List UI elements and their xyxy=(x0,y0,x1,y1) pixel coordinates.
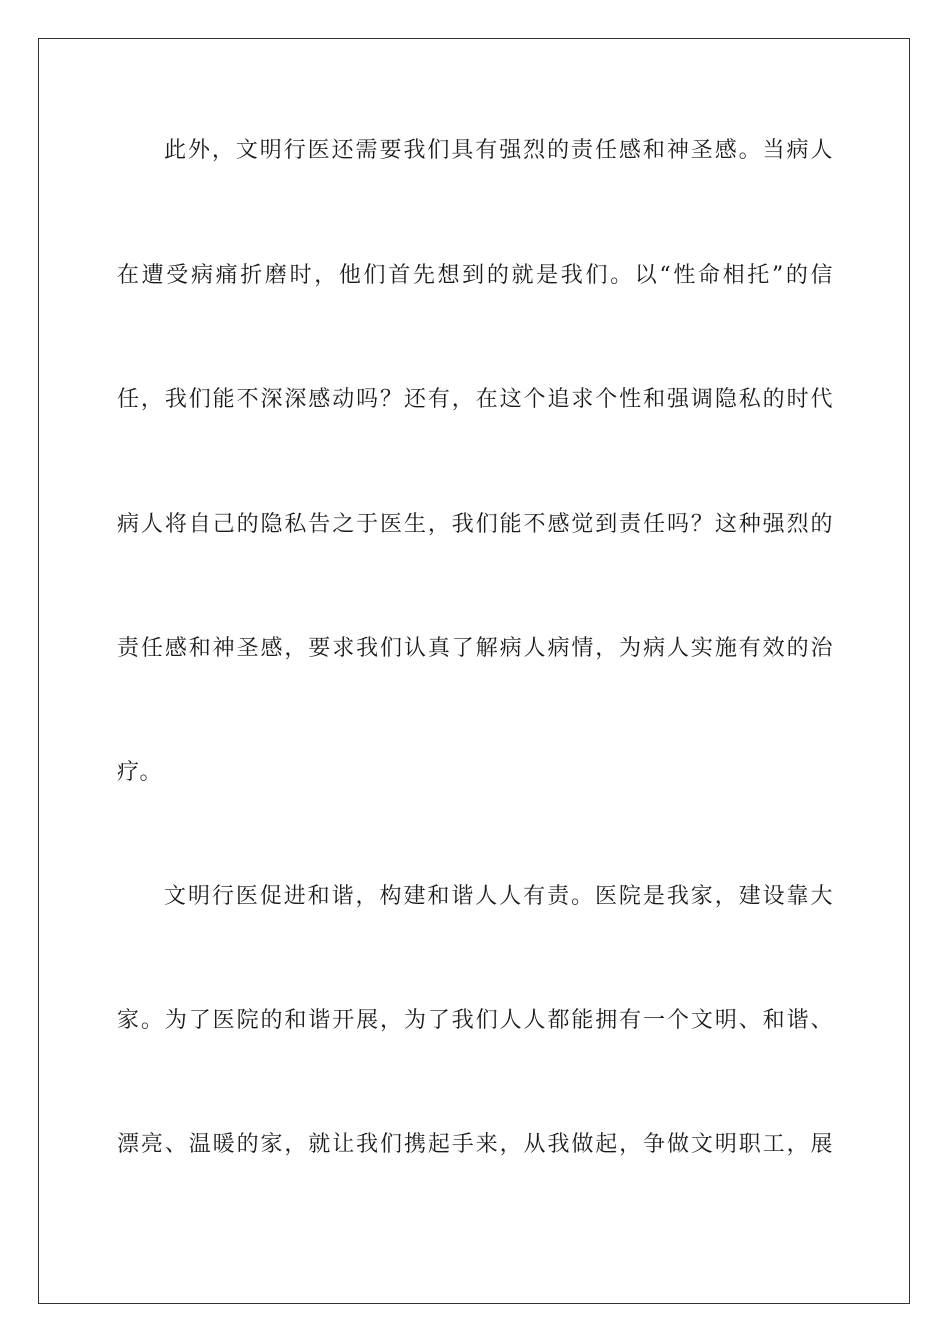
paragraph-1-line-4: 病人将自己的隐私告之于医生，我们能不感觉到责任吗？这种强烈的 xyxy=(117,512,833,537)
paragraph-1-line-3: 任，我们能不深深感动吗？还有，在这个追求个性和强调隐私的时代 xyxy=(117,387,833,412)
paragraph-1-line-5: 责任感和神圣感，要求我们认真了解病人病情，为病人实施有效的治 xyxy=(117,636,833,661)
paragraph-2-line-3: 漂亮、温暖的家，就让我们携起手来，从我做起，争做文明职工，展 xyxy=(117,1132,833,1157)
paragraph-2-line-1: 文明行医促进和谐，构建和谐人人有责。医院是我家，建设靠大 xyxy=(164,884,833,909)
paragraph-1-line-1: 此外，文明行医还需要我们具有强烈的责任感和神圣感。当病人 xyxy=(164,138,833,163)
page-border xyxy=(38,38,910,1304)
paragraph-2-line-2: 家。为了医院的和谐开展，为了我们人人都能拥有一个文明、和谐、 xyxy=(117,1008,833,1033)
paragraph-1-line-6: 疗。 xyxy=(117,760,163,785)
paragraph-1-line-2: 在遭受病痛折磨时，他们首先想到的就是我们。以“性命相托”的信 xyxy=(117,263,833,288)
